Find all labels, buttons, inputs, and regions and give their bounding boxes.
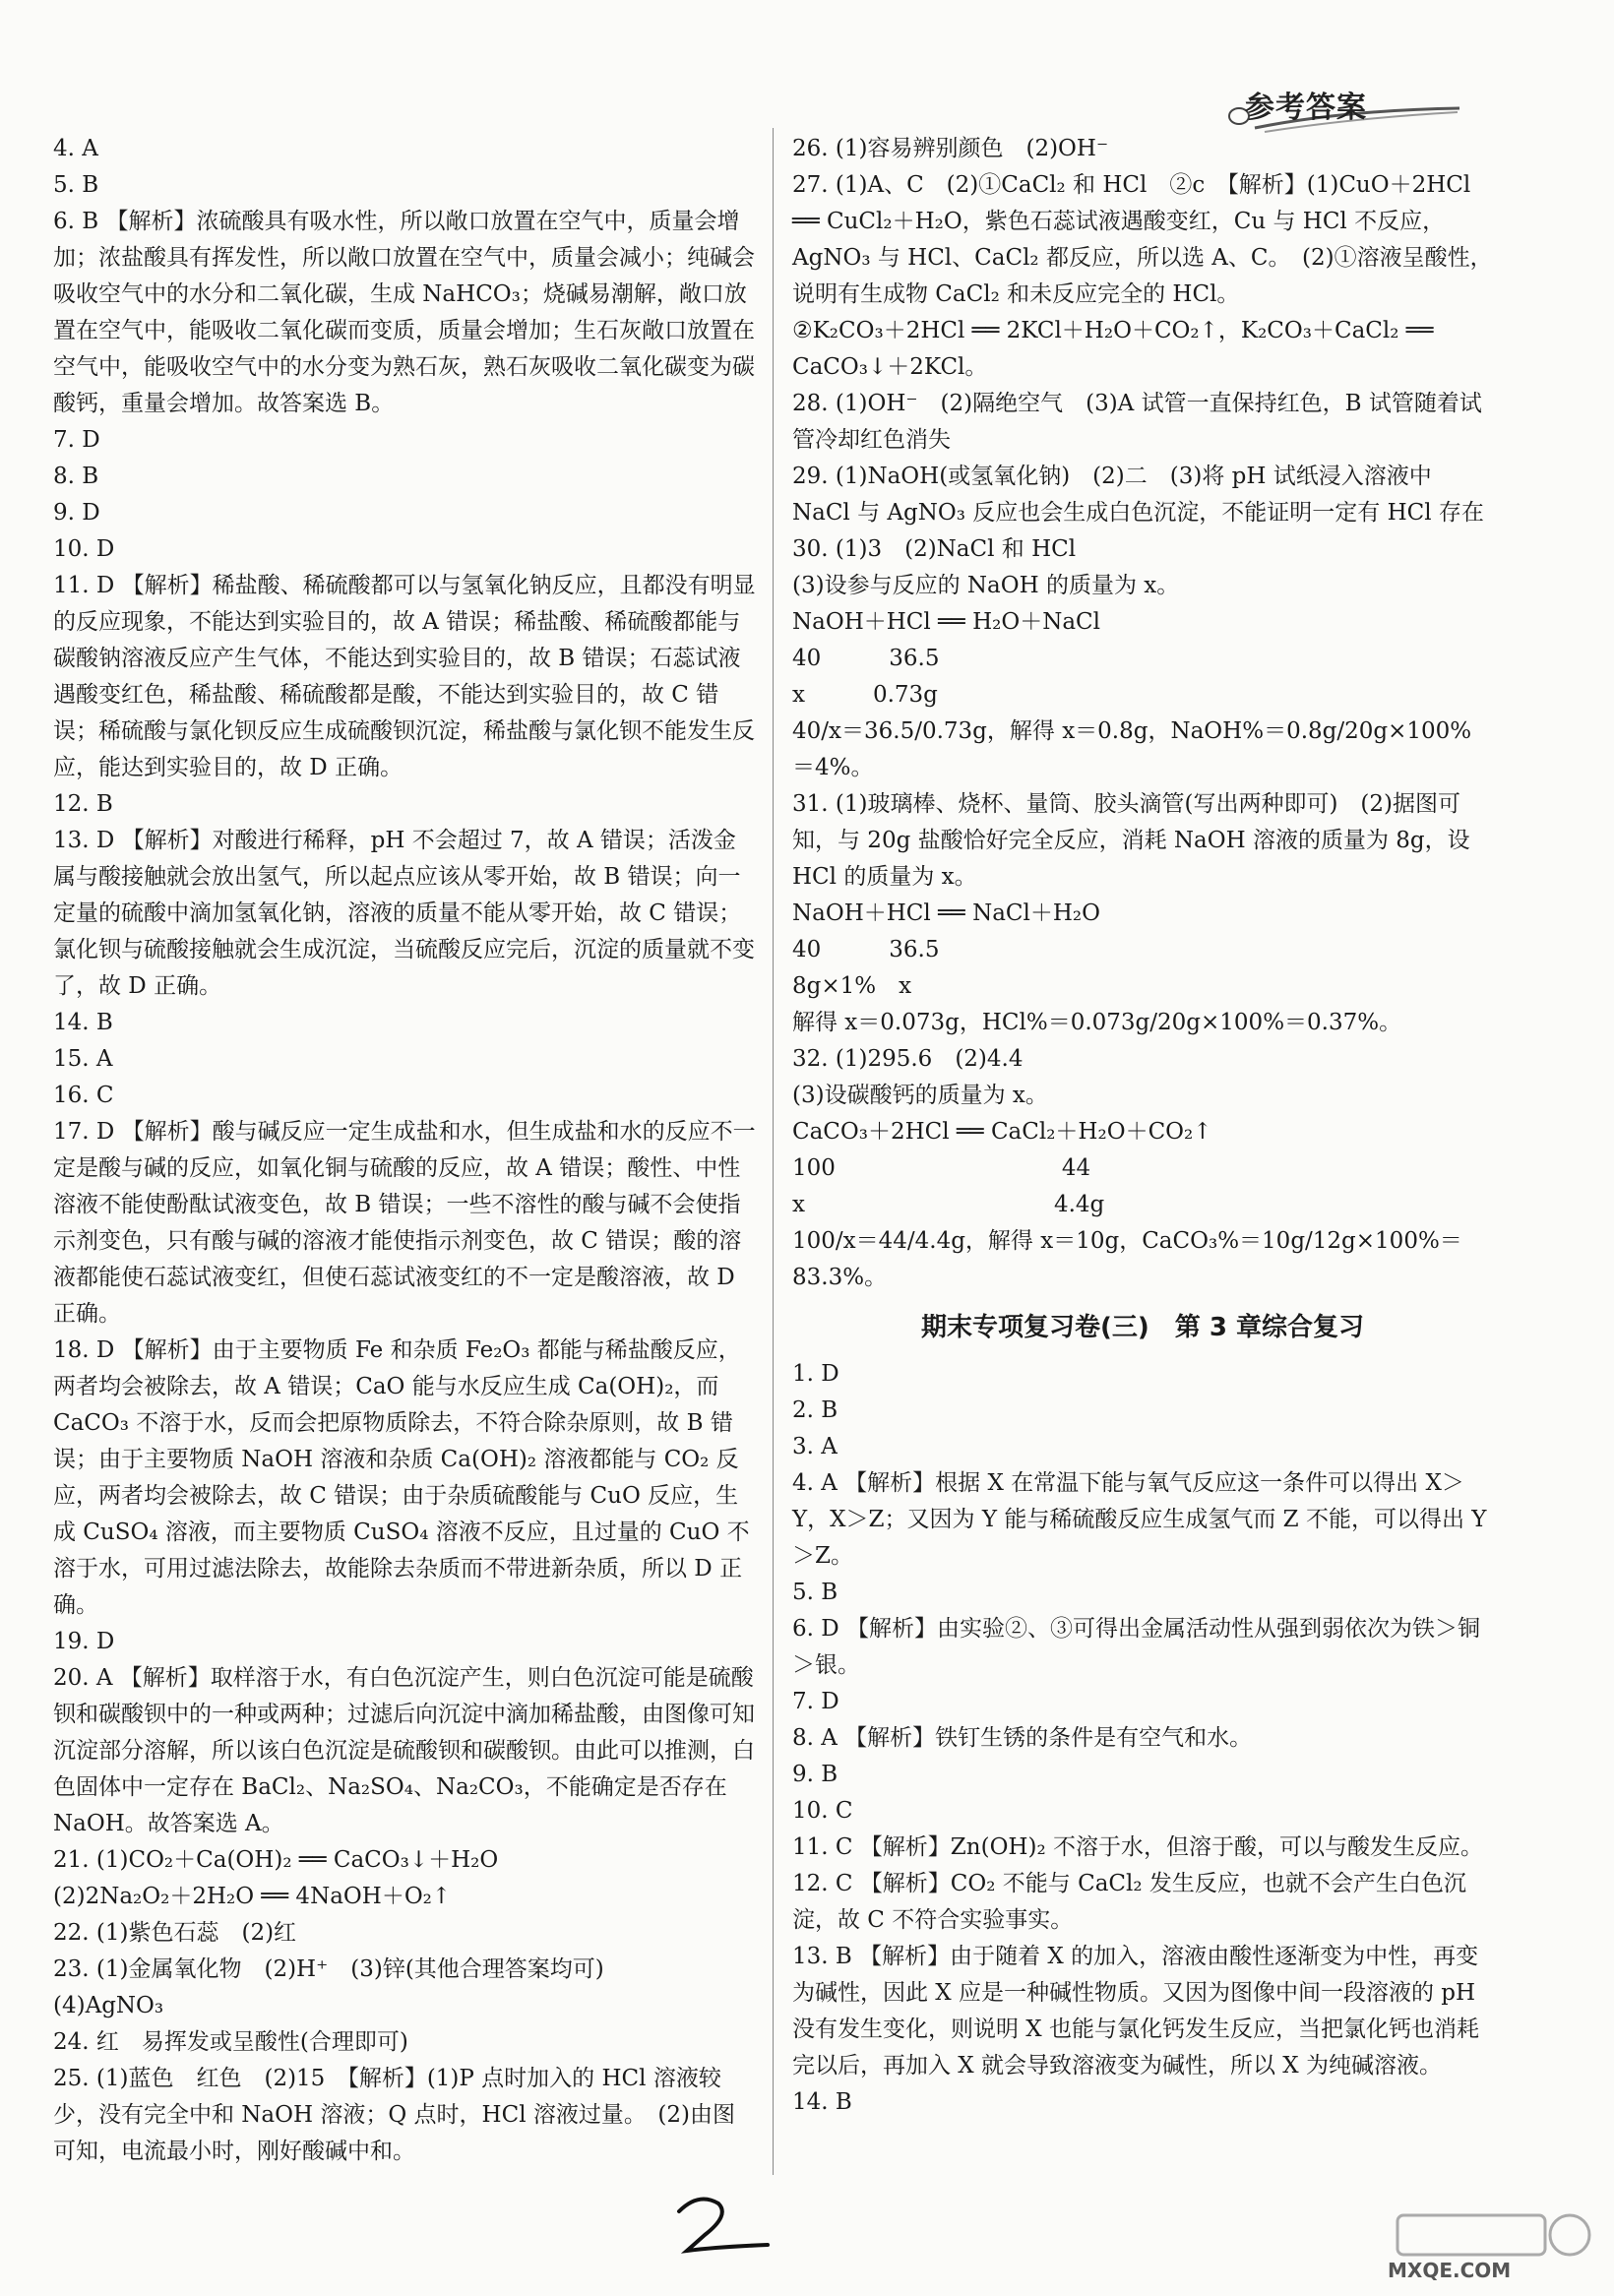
- answer-entry: 10. C: [792, 1798, 853, 1824]
- answer-entry: 17. D 【解析】酸与碱反应一定生成盐和水，但生成盐和水的反应不一定是酸与碱的反应，如氧化铜与硫酸的反应，故 A 错误；酸性、中性溶液不能使酚酞试液变色，故 B 错误；一些不溶性的酸与碱不会使指示剂变色，只有酸与碱的溶液才能使指示剂变色，故 C 错误；酸的溶液都能使石蕊试液变红，但使石蕊试液变红的不一定是酸溶液，故 D 正确。: [53, 1119, 756, 1327]
- answer-entry: NaOH＋HCl ══ H₂O＋NaCl: [792, 609, 1101, 635]
- answer-entry: x 0.73g: [792, 682, 938, 708]
- answer-entry: 12. C 【解析】CO₂ 不能与 CaCl₂ 发生反应，也就不会产生白色沉淀，故 C 不符合实验事实。: [792, 1871, 1466, 1933]
- answer-entry: 8g×1% x: [792, 973, 912, 999]
- answer-entry: 11. C 【解析】Zn(OH)₂ 不溶于水，但溶于酸，可以与酸发生反应。: [792, 1834, 1483, 1860]
- column-divider: [773, 128, 774, 2175]
- answer-entry: 6. B 【解析】浓硫酸具有吸水性，所以敞口放置在空气中，质量会增加；浓盐酸具有挥发性，所以敞口放置在空气中，质量会减小；纯碱会吸收空气中的水分和二氧化碳，生成 NaHCO₃；烧碱易潮解，敞口放置在空气中，能吸收二氧化碳而变质，质量会增加；生石灰敞口放置在空气中，能吸收空气中的水分变为熟石灰，熟石灰吸收二氧化碳变为碳酸钙，重量会增加。故答案选 B。: [53, 209, 755, 416]
- answer-entry: (3)设碳酸钙的质量为 x。: [792, 1083, 1048, 1108]
- answer-entry: 40 36.5: [792, 646, 940, 671]
- answer-entry: 3. A: [792, 1434, 838, 1459]
- answer-entry: 26. (1)容易辨别颜色 (2)OH⁻: [792, 136, 1109, 161]
- answer-entry: 13. D 【解析】对酸进行稀释，pH 不会超过 7，故 A 错误；活泼金属与酸接触就会放出氢气，所以起点应该从零开始，故 B 错误；向一定量的硫酸中滴加氢氧化钠，溶液的质量不能从零开始，故 C 错误；氯化钡与硫酸接触就会生成沉淀，当硫酸反应完后，沉淀的质量就不变了，故 D 正确。: [53, 828, 755, 999]
- answer-entry: 6. D 【解析】由实验②、③可得出金属活动性从强到弱依次为铁＞铜＞银。: [792, 1616, 1481, 1678]
- answer-entry: 19. D: [53, 1629, 115, 1654]
- answer-entry: NaOH＋HCl ══ NaCl＋H₂O: [792, 900, 1101, 926]
- answer-entry: 18. D 【解析】由于主要物质 Fe 和杂质 Fe₂O₃ 都能与稀盐酸反应，两者均会被除去，故 A 错误；CaO 能与水反应生成 Ca(OH)₂，而 CaCO₃ 不溶于水，反而会把原物质除去，不符合除杂原则，故 B 错误；由于主要物质 NaOH 溶液和杂质 Ca(OH)₂ 溶液都能与 CO₂ 反应，两者均会被除去，故 C 错误；由于杂质硫酸能与 CuO 反应，生成 CuSO₄ 溶液，而主要物质 CuSO₄ 溶液不反应，且过量的 CuO 不溶于水，可用过滤法除去，故能除去杂质而不带进新杂质，所以 D 正确。: [53, 1337, 750, 1618]
- answer-entry: 7. D: [792, 1689, 839, 1714]
- answer-entry: 28. (1)OH⁻ (2)隔绝空气 (3)A 试管一直保持红色，B 试管随着试管冷却红色消失: [792, 391, 1482, 453]
- answer-entry: 25. (1)蓝色 红色 (2)15 【解析】(1)P 点时加入的 HCl 溶液较少，没有完全中和 NaOH 溶液；Q 点时，HCl 溶液过量。 (2)由图可知，电流最小时，刚好酸碱中和。: [53, 2066, 735, 2164]
- answer-entry: 14. B: [53, 1010, 113, 1035]
- answer-entry: 12. B: [53, 791, 113, 817]
- answer-entry: 30. (1)3 (2)NaCl 和 HCl: [792, 536, 1077, 562]
- answer-entry: 9. D: [53, 500, 100, 526]
- answer-entry: 4. A 【解析】根据 X 在常温下能与氧气反应这一条件可以得出 X＞Y，X＞Z；又因为 Y 能与稀硫酸反应生成氢气而 Z 不能，可以得出 Y＞Z。: [792, 1470, 1487, 1569]
- answer-entry: 22. (1)紫色石蕊 (2)红: [53, 1920, 297, 1946]
- answer-entry: CaCO₃＋2HCl ══ CaCl₂＋H₂O＋CO₂↑: [792, 1119, 1212, 1145]
- right-column: [792, 131, 1493, 2121]
- answer-entry: 21. (1)CO₂＋Ca(OH)₂ ══ CaCO₃↓＋H₂O: [53, 1847, 499, 1873]
- section-title: 期末专项复习卷(三) 第 3 章综合复习: [921, 1313, 1364, 1342]
- answer-entry: 40/x＝36.5/0.73g，解得 x＝0.8g，NaOH%＝0.8g/20g×100%＝4%。: [792, 718, 1472, 780]
- answer-entry: 15. A: [53, 1046, 113, 1072]
- answer-entry: (2)2Na₂O₂＋2H₂O ══ 4NaOH＋O₂↑: [53, 1884, 452, 1909]
- watermark-text: MXQE.COM: [1388, 2259, 1512, 2282]
- answer-entry: 9. B: [792, 1762, 838, 1787]
- answer-entry: 1. D: [792, 1361, 839, 1387]
- header-badge: [1225, 79, 1461, 138]
- answer-entry: 2. B: [792, 1397, 838, 1423]
- header-badge-text: 参考答案: [1245, 91, 1367, 125]
- answer-entry: 24. 红 易挥发或呈酸性(合理即可): [53, 2029, 408, 2055]
- answer-entry: 10. D: [53, 536, 115, 562]
- answer-entry: 7. D: [53, 427, 100, 453]
- answer-entry: 23. (1)金属氧化物 (2)H⁺ (3)锌(其他合理答案均可): [53, 1956, 604, 1982]
- answer-entry: 31. (1)玻璃棒、烧杯、量筒、胶头滴管(写出两种即可) (2)据图可知，与 20g 盐酸恰好完全反应，消耗 NaOH 溶液的质量为 8g，设 HCl 的质量为 x。: [792, 791, 1477, 890]
- answer-entry: (3)设参与反应的 NaOH 的质量为 x。: [792, 573, 1180, 598]
- answer-entry: 27. (1)A、C (2)①CaCl₂ 和 HCl ②c 【解析】(1)CuO＋2HCl ══ CuCl₂＋H₂O，紫色石蕊试液遇酸变红，Cu 与 HCl 不反应，AgNO₃ 与 HCl、CaCl₂ 都反应，所以选 A、C。 (2)①溶液呈酸性，说明有生成物 CaCl₂ 和未反应完全的 HCl。: [792, 172, 1493, 307]
- answer-entry: 40 36.5: [792, 937, 940, 962]
- answer-entry: 100 44: [792, 1155, 1091, 1181]
- answer-entry: 100/x＝44/4.4g，解得 x＝10g，CaCO₃%＝10g/12g×100%＝83.3%。: [792, 1228, 1462, 1290]
- watermark-logo: [1388, 2209, 1594, 2259]
- answer-entry: 32. (1)295.6 (2)4.4: [792, 1046, 1024, 1072]
- answer-entry: 29. (1)NaOH(或氢氧化钠) (2)二 (3)将 pH 试纸浸入溶液中 NaCl 与 AgNO₃ 反应也会生成白色沉淀，不能证明一定有 HCl 存在: [792, 464, 1484, 526]
- answer-entry: 5. B: [792, 1580, 838, 1605]
- answer-entry: 11. D 【解析】稀盐酸、稀硫酸都可以与氢氧化钠反应，且都没有明显的反应现象，不能达到实验目的，故 A 错误；稀盐酸、稀硫酸都能与碳酸钠溶液反应产生气体，不能达到实验目的，故 B 错误；石蕊试液遇酸变红色，稀盐酸、稀硫酸都是酸，不能达到实验目的，故 C 错误；稀硫酸与氯化钡反应生成硫酸钡沉淀，稀盐酸与氯化钡不能发生反应，能达到实验目的，故 D 正确。: [53, 573, 756, 780]
- answer-entry: (4)AgNO₃: [53, 1993, 164, 2018]
- answer-entry: 8. A 【解析】铁钉生锈的条件是有空气和水。: [792, 1725, 1253, 1751]
- answer-entry: 8. B: [53, 464, 99, 489]
- answer-entry: 16. C: [53, 1083, 114, 1108]
- answer-entry: ②K₂CO₃＋2HCl ══ 2KCl＋H₂O＋CO₂↑，K₂CO₃＋CaCl₂ ══ CaCO₃↓＋2KCl。: [792, 318, 1441, 380]
- answer-entry: 20. A 【解析】取样溶于水，有白色沉淀产生，则白色沉淀可能是硫酸钡和碳酸钡中的一种或两种；过滤后向沉淀中滴加稀盐酸，由图像可知沉淀部分溶解，所以该白色沉淀是硫酸钡和碳酸钡。由此可以推测，白色固体中一定存在 BaCl₂、Na₂SO₄、Na₂CO₃，不能确定是否存在 NaOH。故答案选 A。: [53, 1665, 755, 1836]
- answer-entry: 14. B: [792, 2089, 852, 2115]
- left-column: [53, 131, 756, 2170]
- watermark: [1388, 2209, 1594, 2288]
- answer-entry: 解得 x＝0.073g，HCl%＝0.073g/20g×100%＝0.37%。: [792, 1010, 1402, 1035]
- answer-entry: 13. B 【解析】由于随着 X 的加入，溶液由酸性逐渐变为中性，再变为碱性，因此 X 应是一种碱性物质。又因为图像中间一段溶液的 pH 没有发生变化，则说明 X 也能与氯化钙发生反应，当把氯化钙也消耗完以后，再加入 X 就会导致溶液变为碱性，所以 X 为纯碱溶液。: [792, 1944, 1483, 2079]
- handwritten-page-number: [669, 2190, 777, 2259]
- answer-entry: x 4.4g: [792, 1192, 1105, 1217]
- answer-entry: 4. A: [53, 136, 98, 161]
- answer-entry: 5. B: [53, 172, 99, 198]
